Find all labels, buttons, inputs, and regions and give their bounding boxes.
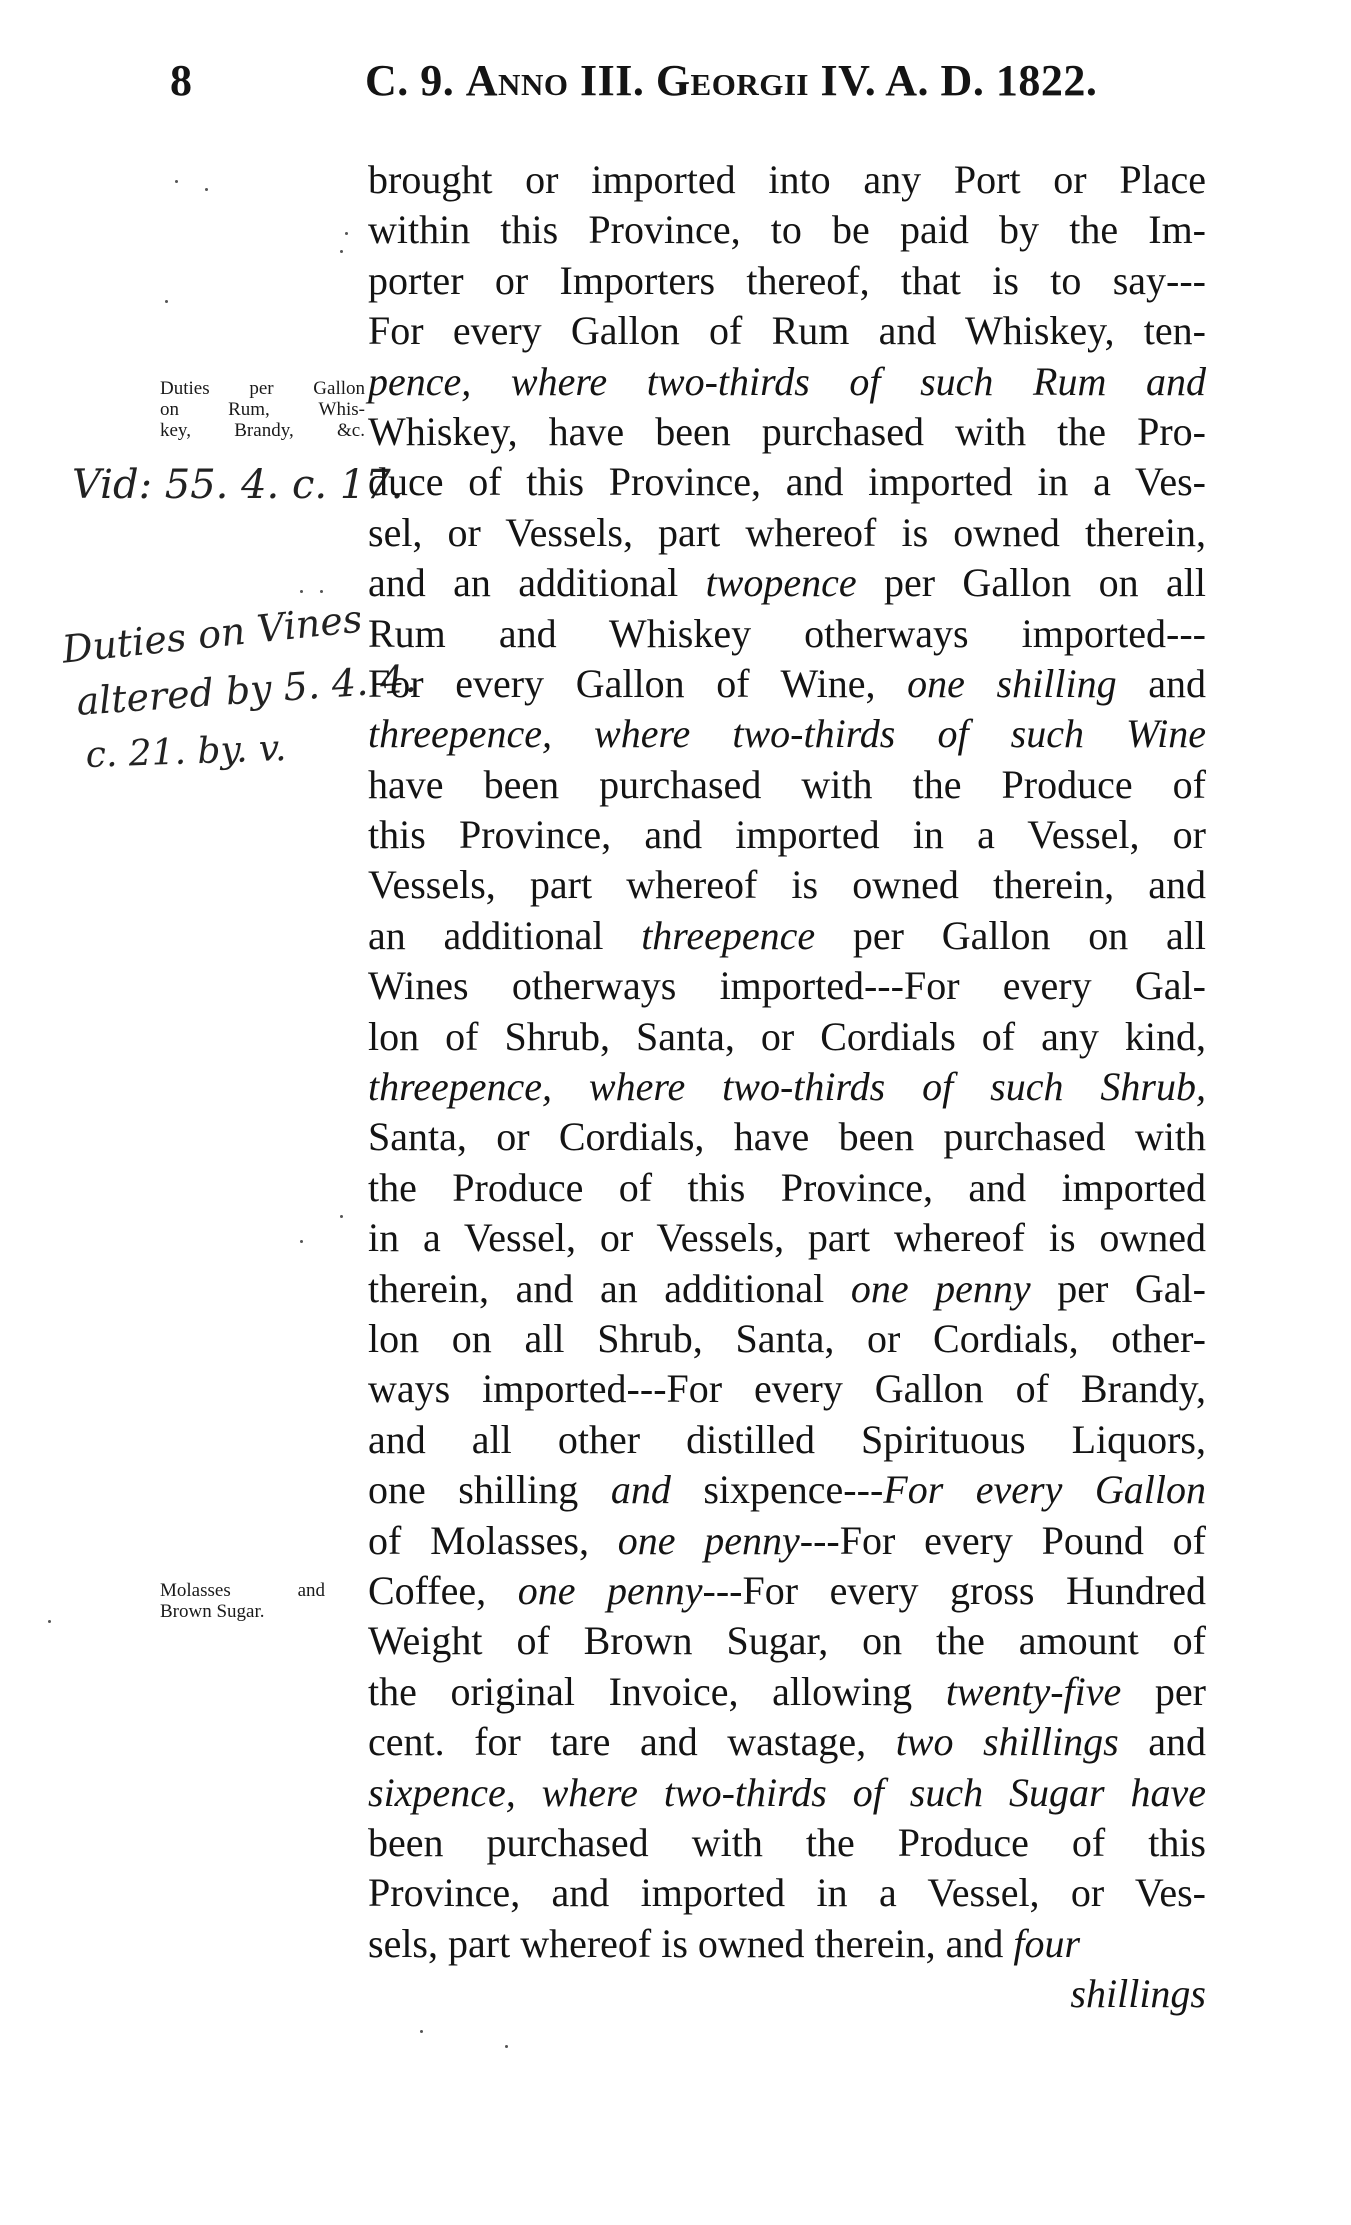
handwritten-note-line: altered by 5. 4. 4. bbox=[75, 656, 418, 724]
text-line bbox=[368, 1062, 1206, 1112]
text-line: in a Vessel, or Vessels, part whereof is owned bbox=[368, 1215, 1206, 1261]
scan-speck bbox=[165, 300, 168, 303]
text-line: sel, or Vessels, part whereof is owned therein, bbox=[368, 509, 1206, 555]
scan-speck bbox=[300, 1240, 303, 1243]
text-line: Whiskey, have been purchased with the Pro- bbox=[368, 408, 1206, 454]
italic-amount: and bbox=[578, 1467, 704, 1513]
italic-amount: pence, bbox=[368, 358, 472, 404]
scan-speck bbox=[300, 590, 303, 593]
text-line: porter or Importers thereof, that is to say--- bbox=[368, 257, 1206, 303]
text-line: lon on all Shrub, Santa, or Cordials, other- bbox=[368, 1315, 1206, 1361]
running-head bbox=[365, 55, 1097, 106]
scan-speck bbox=[345, 232, 348, 235]
text-line bbox=[368, 709, 1206, 759]
text-line: been purchased with the Produce of this bbox=[368, 1819, 1206, 1865]
italic-amount: where two-thirds of such Sugar have bbox=[515, 1769, 1206, 1815]
italic-amount: sixpence, bbox=[368, 1769, 516, 1815]
margin-note-molasses bbox=[160, 1580, 325, 1622]
margin-note-line: on Rum, Whis- bbox=[160, 399, 365, 420]
body-text bbox=[368, 155, 1206, 2019]
text-segment: and bbox=[1118, 1719, 1206, 1765]
italic-amount: where two-thirds of such Wine bbox=[551, 711, 1206, 757]
text-line: Weight of Brown Sugar, on the amount of bbox=[368, 1618, 1206, 1664]
catchword: shillings bbox=[1070, 1971, 1206, 2017]
text-segment: and an additional bbox=[368, 560, 706, 606]
year-label: A. D. 1822. bbox=[885, 56, 1098, 105]
monarch-label: Georgii IV. bbox=[655, 56, 877, 105]
scan-speck bbox=[340, 250, 343, 253]
handwritten-note-reference: Vid: 55. 4. c. 17. bbox=[72, 462, 404, 508]
text-line: this Province, and imported in a Vessel, or bbox=[368, 812, 1206, 858]
text-line: the Produce of this Province, and imported bbox=[368, 1164, 1206, 1210]
text-line: within this Province, to be paid by the Im- bbox=[368, 207, 1206, 253]
text-line: duce of this Province, and imported in a Ves- bbox=[368, 459, 1206, 505]
italic-amount: threepence, bbox=[368, 711, 552, 757]
margin-note-duties bbox=[160, 378, 365, 441]
text-line: ways imported---For every Gallon of Brandy, bbox=[368, 1366, 1206, 1412]
italic-amount: threepence, bbox=[368, 1064, 552, 1110]
italic-amount: twopence bbox=[705, 560, 857, 606]
text-segment: Coffee, bbox=[368, 1567, 518, 1613]
italic-amount: twenty-five bbox=[945, 1668, 1122, 1714]
margin-note-line: Molasses and bbox=[160, 1580, 325, 1601]
text-line: Wines otherways imported---For every Gal- bbox=[368, 963, 1206, 1009]
scan-speck bbox=[420, 2030, 423, 2033]
text-line bbox=[368, 1566, 1206, 1616]
text-segment: ---For every gross Hundred bbox=[702, 1567, 1207, 1613]
text-line bbox=[368, 659, 1206, 709]
text-line: Rum and Whiskey otherways imported--- bbox=[368, 610, 1206, 656]
italic-amount: four bbox=[1013, 1920, 1081, 1966]
text-segment: one shilling bbox=[368, 1467, 579, 1513]
scan-speck bbox=[320, 590, 323, 593]
scan-speck bbox=[175, 180, 178, 183]
text-line bbox=[368, 1516, 1206, 1566]
text-line bbox=[368, 911, 1206, 961]
text-line: lon of Shrub, Santa, or Cordials of any kind, bbox=[368, 1013, 1206, 1059]
italic-amount: one penny bbox=[517, 1567, 703, 1613]
margin-note-line: Duties per Gallon bbox=[160, 378, 365, 399]
italic-amount: one shilling bbox=[907, 660, 1117, 706]
text-segment: an additional bbox=[368, 912, 642, 958]
italic-amount: two shillings bbox=[895, 1719, 1119, 1765]
chapter-label: C. 9. bbox=[365, 56, 455, 105]
italic-amount: where two-thirds of such Rum and bbox=[471, 358, 1206, 404]
text-line bbox=[368, 1667, 1206, 1717]
text-line: have been purchased with the Produce of bbox=[368, 761, 1206, 807]
handwritten-note-line: c. 21. by. v. bbox=[85, 727, 288, 776]
text-line bbox=[368, 1717, 1206, 1767]
text-line bbox=[368, 1768, 1206, 1818]
italic-amount: ---For every Gallon bbox=[843, 1467, 1206, 1513]
margin-note-line: key, Brandy, &c. bbox=[160, 420, 365, 441]
text-line bbox=[368, 1919, 1206, 1969]
text-line bbox=[368, 357, 1206, 407]
text-line: For every Gallon of Rum and Whiskey, ten- bbox=[368, 308, 1206, 354]
handwritten-note-line: Duties on Vines bbox=[60, 596, 365, 672]
scan-speck bbox=[48, 1620, 51, 1623]
text-segment: sixpence bbox=[703, 1467, 844, 1513]
scan-speck bbox=[340, 1215, 343, 1218]
page-number: 8 bbox=[170, 56, 192, 105]
text-segment: per Gal- bbox=[1030, 1265, 1206, 1311]
text-segment: per bbox=[1121, 1668, 1207, 1714]
anno-label: Anno III. bbox=[465, 56, 645, 105]
text-line: Vessels, part whereof is owned therein, and bbox=[368, 862, 1206, 908]
italic-amount: one penny bbox=[850, 1265, 1031, 1311]
text-segment: of Molasses, bbox=[368, 1517, 618, 1563]
text-segment: sels, part whereof is owned therein, and bbox=[368, 1920, 1014, 1966]
scan-speck bbox=[505, 2045, 508, 2048]
text-segment: For every Gallon of Wine, bbox=[368, 660, 908, 706]
text-line: and all other distilled Spirituous Liquors, bbox=[368, 1416, 1206, 1462]
text-segment: per Gallon on all bbox=[815, 912, 1207, 958]
scan-speck bbox=[205, 188, 208, 191]
margin-note-line: Brown Sugar. bbox=[160, 1601, 265, 1622]
text-segment: ---For every Pound of bbox=[799, 1517, 1206, 1563]
page-header bbox=[170, 55, 1220, 115]
text-line bbox=[368, 1465, 1206, 1515]
text-segment: therein, and an additional bbox=[368, 1265, 851, 1311]
text-line: Province, and imported in a Vessel, or Ves- bbox=[368, 1870, 1206, 1916]
text-line: brought or imported into any Port or Place bbox=[368, 157, 1206, 202]
italic-amount: one penny bbox=[617, 1517, 800, 1563]
text-segment: cent. for tare and wastage, bbox=[368, 1719, 896, 1765]
text-segment: per Gallon on all bbox=[856, 560, 1207, 606]
text-line: Santa, or Cordials, have been purchased with bbox=[368, 1114, 1206, 1160]
text-segment: and bbox=[1116, 660, 1206, 706]
text-line bbox=[368, 1264, 1206, 1314]
text-segment: the original Invoice, allowing bbox=[368, 1668, 946, 1714]
italic-amount: where two-thirds of such Shrub, bbox=[551, 1064, 1206, 1110]
italic-amount: threepence bbox=[641, 912, 816, 958]
text-line bbox=[368, 558, 1206, 608]
